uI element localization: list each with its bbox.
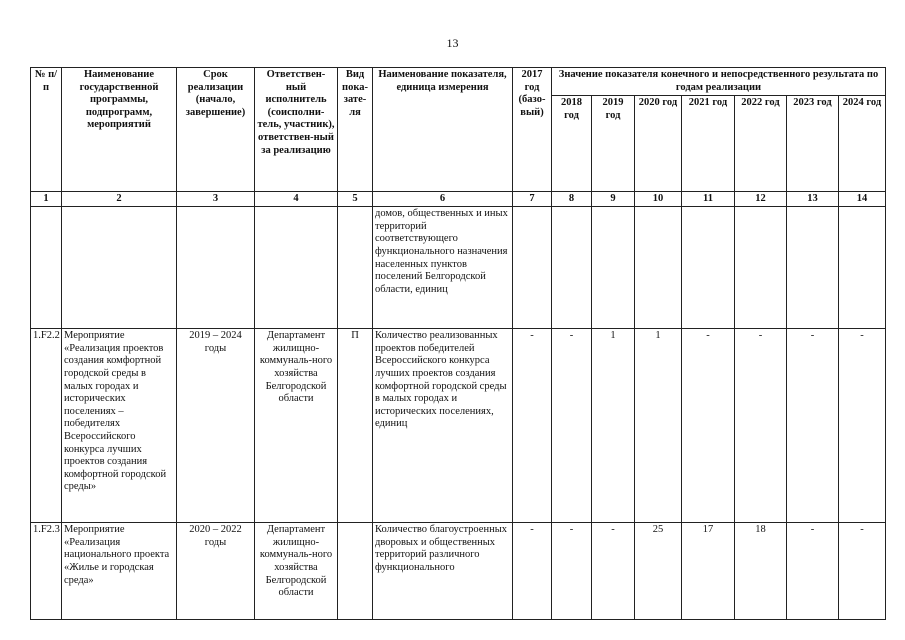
header-year: 2020 год [635,96,682,192]
year-value [839,207,886,329]
page-number: 13 [446,36,459,50]
header-year: 2018 год [552,96,592,192]
term: 2019 – 2024 годы [177,329,255,523]
term [177,207,255,329]
header-year: 2019 год [592,96,635,192]
year-value: - [787,329,839,523]
header-executor: Ответствен-ный исполнитель (соисполни-тель, участник), ответствен-ный за реализацию [255,68,338,192]
column-number: 14 [839,192,886,207]
term: 2020 – 2022 годы [177,523,255,620]
indicator-type: П [338,329,373,523]
year-value: - [839,329,886,523]
table-row [31,207,886,329]
column-number: 7 [513,192,552,207]
header-indicator-type: Вид пока-зате-ля [338,68,373,192]
year-value [735,207,787,329]
year-value [592,207,635,329]
year-value: - [735,329,787,523]
header-program: Наименование государственной программы, подпрограмм, мероприятий [62,68,177,192]
column-number: 1 [31,192,62,207]
program-name [62,207,177,329]
column-number: 11 [682,192,735,207]
column-number: 8 [552,192,592,207]
row-number: 1.F2.3 [31,523,62,620]
year-value [787,207,839,329]
base-value: - [513,523,552,620]
indicator-table [30,67,886,620]
column-number: 3 [177,192,255,207]
header-year: 2024 год [839,96,886,192]
executor [255,207,338,329]
indicator-type [338,207,373,329]
table-row [31,523,886,620]
indicator-name: Количество благоустроенных дворовых и общественных территорий различного функционального [373,523,513,620]
column-number: 9 [592,192,635,207]
table-row [31,329,886,523]
header-term: Срок реализации (начало, завершение) [177,68,255,192]
row-number [31,207,62,329]
header-indicator-name: Наименование показателя, единица измерения [373,68,513,192]
year-value: - [682,329,735,523]
column-number: 10 [635,192,682,207]
column-number: 4 [255,192,338,207]
header-values-group: Значение показателя конечного и непосредственного результата по годам реализации [552,68,886,96]
year-value: - [787,523,839,620]
base-value: - [513,329,552,523]
row-number: 1.F2.2 [31,329,62,523]
base-value [513,207,552,329]
executor: Департамент жилищно-коммуналь-ного хозяйства Белгородской области [255,329,338,523]
executor: Департамент жилищно-коммуналь-ного хозяйства Белгородской области [255,523,338,620]
year-value [552,207,592,329]
indicator-type [338,523,373,620]
program-name: Мероприятие «Реализация национального проекта «Жилье и городская среда» [62,523,177,620]
column-number: 13 [787,192,839,207]
header-base-year: 2017 год (базо-вый) [513,68,552,192]
year-value [682,207,735,329]
header-year: 2023 год [787,96,839,192]
year-value: - [839,523,886,620]
column-number: 5 [338,192,373,207]
year-value: 1 [635,329,682,523]
program-name: Мероприятие «Реализация проектов создания комфортной городской среды в малых городах и исторических поселениях – победителях Всероссийского конкурса лучших проектов создания комфортной городской среды» [62,329,177,523]
column-number-row [31,192,886,207]
year-value: 18 [735,523,787,620]
year-value: - [592,523,635,620]
year-value [635,207,682,329]
header-no: № п/п [31,68,62,192]
indicator-name: Количество реализованных проектов победителей Всероссийского конкурса лучших проектов создания комфортной городской среды в малых городах и исторических поселениях, единиц [373,329,513,523]
column-number: 12 [735,192,787,207]
header-year: 2022 год [735,96,787,192]
year-value: 25 [635,523,682,620]
year-value: - [552,329,592,523]
year-value: 1 [592,329,635,523]
column-number: 2 [62,192,177,207]
column-number: 6 [373,192,513,207]
year-value: 17 [682,523,735,620]
header-year: 2021 год [682,96,735,192]
indicator-name: домов, общественных и иных территорий соответствующего функционального назначения населенных пунктов поселений Белгородской области, единиц [373,207,513,329]
year-value: - [552,523,592,620]
